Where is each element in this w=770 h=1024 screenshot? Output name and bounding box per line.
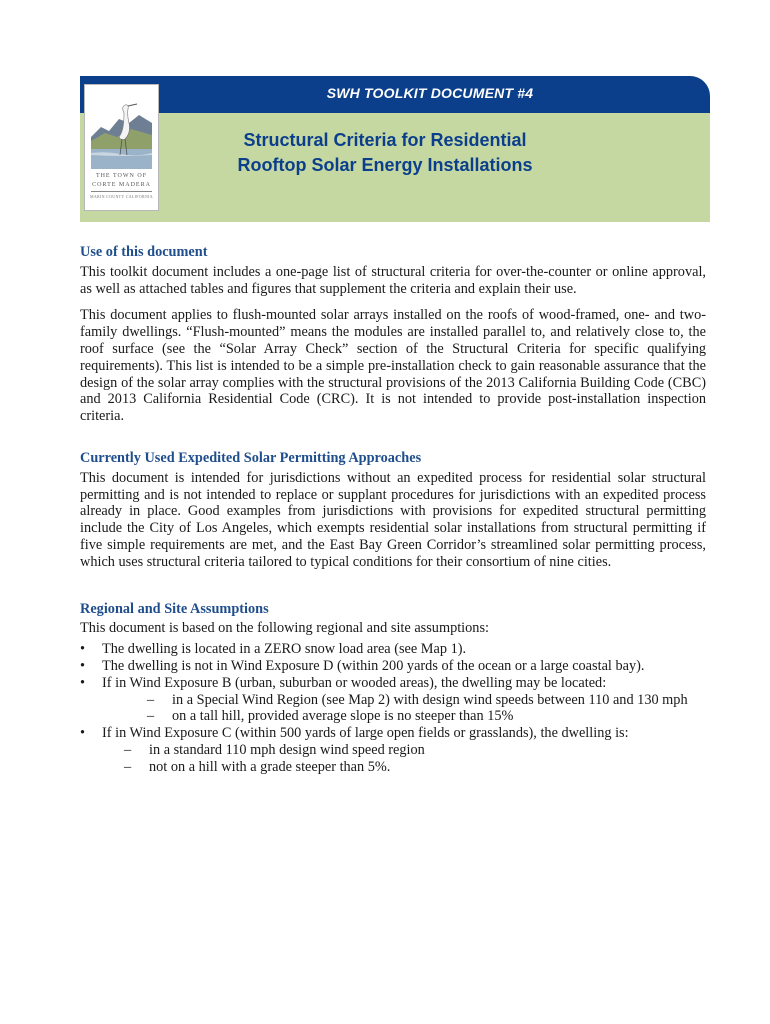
- list-item: • If in Wind Exposure B (urban, suburban or wooded areas), the dwelling may be located: ‒ in a Special Wind Region (see Map 2) with design wind speeds between 110 and 130 mph ‒ on a tall hill, provided average slope is no steeper than 15%: [80, 675, 706, 725]
- list-item: • If in Wind Exposure C (within 500 yards of large open fields or grasslands), the dwelling is: ‒ in a standard 110 mph design wind speed region ‒ not on a hill with a grade steeper than 5%.: [80, 725, 706, 775]
- dash-icon: ‒: [124, 741, 132, 758]
- sub-list: [102, 692, 706, 726]
- document-body: [80, 244, 706, 776]
- sub-list-item: ‒ not on a hill with a grade steeper than 5%.: [124, 758, 391, 775]
- section-heading: Currently Used Expedited Solar Permitting Approaches: [80, 449, 422, 466]
- paragraph: This toolkit document includes a one-page list of structural criteria for over-the-counter or online approval, as well as attached tables and figures that supplement the criteria and explain their use.: [80, 263, 706, 297]
- paragraph: This document is based on the following regional and site assumptions:: [80, 620, 489, 637]
- section-heading: Use of this document: [80, 244, 208, 260]
- bullet-icon: •: [80, 641, 86, 658]
- title-line-1: Structural Criteria for Residential: [243, 130, 527, 150]
- sub-list-item: ‒ on a tall hill, provided average slope is no steeper than 15%: [147, 708, 514, 725]
- assumptions-list: [80, 641, 706, 775]
- paragraph: This document applies to flush-mounted solar arrays installed on the roofs of wood-framed, one- and two- family dwellings. “Flush-mounted” means the modules are installed parallel to, and relatively close to, the roof surface (see the “Solar Array Check” section of the Structural Criteria for specific qualifying requirements). This list is intended to be a simple pre-installation check to gain reasonable assurance that the design of the solar array complies with the structural provisions of the 2013 California Building Code (CBC) and 2013 California Residential Code (CRC). It is not intended to provide post-installation inspection criteria.: [80, 307, 706, 425]
- toolkit-document-label: SWH TOOLKIT DOCUMENT #4: [326, 85, 534, 101]
- sub-list-item: ‒ in a Special Wind Region (see Map 2) with design wind speeds between 110 and 130 mph: [147, 691, 688, 708]
- header-band: [80, 76, 710, 113]
- section-regional-assumptions: [80, 601, 706, 776]
- sub-list-item: ‒ in a standard 110 mph design wind speed region: [124, 741, 425, 758]
- dash-icon: ‒: [147, 691, 155, 708]
- paragraph: This document is intended for jurisdictions without an expedited process for residential solar structural permitting and is not intended to replace or supplant procedures for jurisdictions with an expedited process already in place. Good examples from jurisdictions with provisions for expedited structural permitting include the City of Los Angeles, which exempts residential solar installations from structural permitting if five simple requirements are met, and the East Bay Green Corridor’s streamlined solar permitting process, which uses structural criteria tailored to typical conditions for their consortium of nine cities.: [80, 469, 706, 570]
- logo-line-1: THE TOWN OF: [95, 173, 148, 179]
- logo-line-3: MARIN COUNTY CALIFORNIA: [90, 194, 153, 199]
- section-current-approaches: [80, 450, 706, 571]
- list-item: • The dwelling is not in Wind Exposure D (within 200 yards of the ocean or a large coastal bay).: [80, 657, 645, 674]
- egret-logo-icon: [91, 93, 152, 169]
- list-item: • The dwelling is located in a ZERO snow load area (see Map 1).: [80, 641, 467, 658]
- town-logo: [84, 84, 159, 211]
- document-title: [190, 128, 580, 178]
- section-heading: Regional and Site Assumptions: [80, 600, 269, 617]
- bullet-icon: •: [80, 674, 86, 691]
- sub-list: [102, 742, 706, 776]
- title-line-2: Rooftop Solar Energy Installations: [237, 155, 533, 175]
- bullet-icon: •: [80, 657, 86, 674]
- logo-line-2: CORTE MADERA: [92, 182, 151, 188]
- section-use-of-document: [80, 244, 706, 425]
- dash-icon: ‒: [147, 708, 155, 725]
- logo-divider: [91, 191, 152, 192]
- dash-icon: ‒: [124, 758, 132, 775]
- bullet-icon: •: [80, 725, 86, 742]
